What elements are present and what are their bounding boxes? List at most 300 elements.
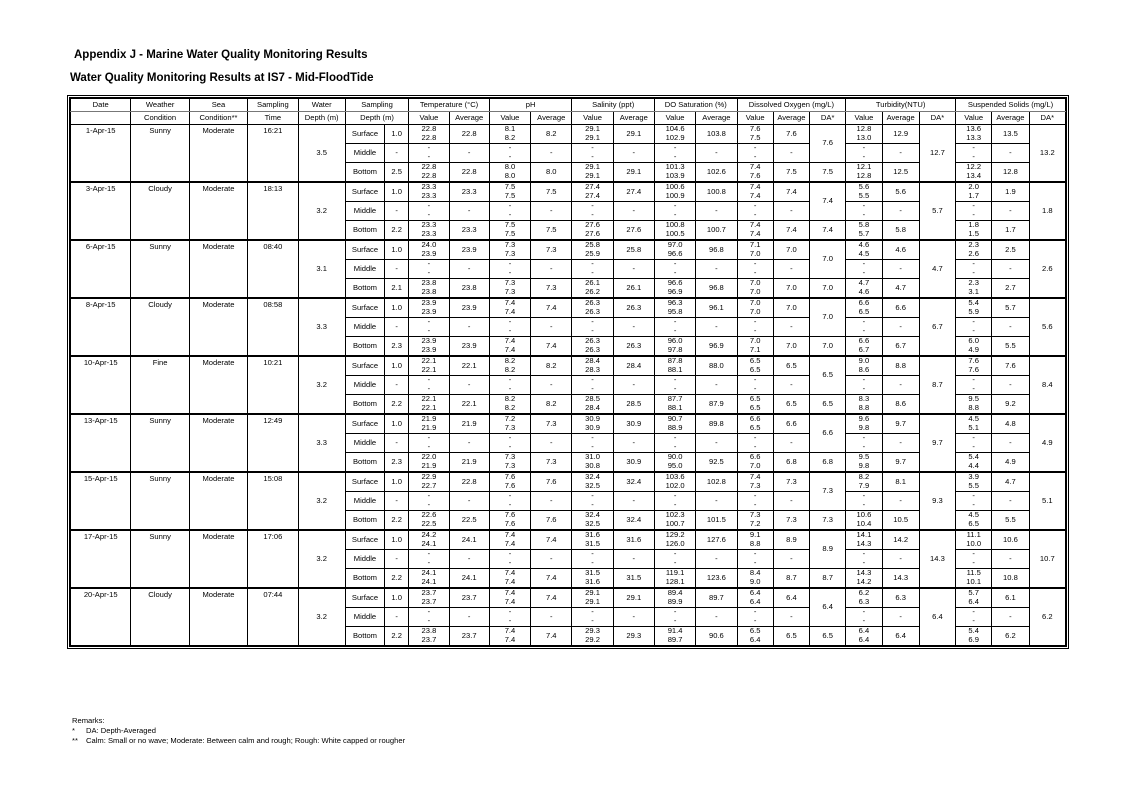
sampling-depth-cell: 2.2 [385, 510, 409, 530]
dissolved-oxygen-value-cell-reading-1: 7.1 [749, 240, 761, 250]
suspended-solids-value-cell [956, 259, 992, 278]
suspended-solids-value-cell-reading-1: 12.2 [966, 162, 982, 172]
turbidity-value-cell-reading-2: 10.4 [856, 518, 872, 528]
sampling-depth-cell: 2.2 [385, 626, 409, 645]
salinity-value-cell-reading-1: 32.4 [585, 510, 600, 520]
temperature-average-cell: 23.9 [449, 336, 489, 356]
salinity-value-cell-reading-2: 30.9 [585, 422, 600, 432]
temperature-average-cell: 21.9 [449, 414, 489, 434]
salinity-value-cell-reading-1: - [591, 433, 594, 443]
do-saturation-value-cell-reading-1: 119.1 [665, 568, 685, 578]
turbidity-value-cell-reading-1: 14.3 [856, 568, 872, 578]
turbidity-value-cell [846, 220, 882, 240]
do-saturation-value-cell-reading-2: - [673, 441, 677, 451]
suspended-solids-da-cell: 6.2 [1029, 588, 1065, 646]
do-saturation-value-cell [654, 220, 695, 240]
suspended-solids-value-cell-reading-1: - [972, 317, 975, 327]
col-water-2: Depth (m) [298, 112, 345, 125]
ph-value-cell-reading-2: 7.4 [504, 634, 516, 644]
temperature-value-cell-reading-2: - [427, 151, 431, 161]
suspended-solids-value-cell-reading-1: 7.6 [968, 356, 979, 366]
sea-condition-cell: Moderate [189, 530, 247, 588]
do-saturation-value-cell-reading-2: 102.9 [665, 132, 685, 142]
ph-value-cell-reading-1: - [508, 201, 512, 211]
temperature-value-cell-reading-1: 23.9 [421, 336, 437, 346]
suspended-solids-value-cell [956, 201, 992, 220]
dissolved-oxygen-da-cell: 6.5 [810, 394, 846, 414]
dissolved-oxygen-average-cell: 6.5 [773, 626, 809, 645]
turbidity-value-cell-reading-1: 12.1 [856, 162, 872, 172]
dissolved-oxygen-value-cell-reading-2: 6.4 [749, 634, 761, 644]
salinity-average-cell: 29.3 [613, 626, 654, 645]
salinity-value-cell [572, 356, 613, 376]
do-saturation-value-cell-reading-2: - [673, 383, 677, 393]
dissolved-oxygen-da-cell: 8.7 [810, 568, 846, 588]
dissolved-oxygen-da-cell: 7.0 [810, 278, 846, 298]
dissolved-oxygen-value-cell-reading-1: - [753, 259, 757, 269]
remark-line-1 [72, 726, 405, 736]
do-saturation-value-cell-reading-2: 100.5 [665, 228, 685, 238]
ph-value-cell-reading-1: - [508, 143, 512, 153]
salinity-average-cell: 28.4 [613, 356, 654, 376]
suspended-solids-value-cell-reading-1: 13.6 [966, 124, 982, 134]
dissolved-oxygen-da-cell: 6.5 [810, 356, 846, 394]
salinity-average-cell: - [613, 375, 654, 394]
suspended-solids-value-cell [956, 626, 992, 645]
suspended-solids-da-cell: 10.7 [1029, 530, 1065, 588]
do-saturation-value-cell [654, 588, 695, 608]
dissolved-oxygen-average-cell: 6.6 [773, 414, 809, 434]
col-dos-value: Value [654, 112, 695, 125]
do-saturation-value-cell-reading-2: 102.0 [665, 480, 685, 490]
turbidity-average-cell: 10.5 [882, 510, 919, 530]
temperature-value-cell [409, 182, 449, 202]
suspended-solids-value-cell-reading-2: 10.1 [966, 576, 982, 586]
col-do-da: DA* [810, 112, 846, 125]
dissolved-oxygen-average-cell: - [773, 607, 809, 626]
dissolved-oxygen-value-cell-reading-1: - [753, 375, 757, 385]
depth-label-cell: Middle [345, 433, 384, 452]
do-saturation-value-cell-reading-2: 88.9 [667, 422, 683, 432]
dissolved-oxygen-value-cell-reading-2: - [753, 441, 757, 451]
do-saturation-value-cell [654, 240, 695, 260]
turbidity-value-cell [846, 240, 882, 260]
salinity-value-cell-reading-2: 28.4 [585, 402, 600, 412]
salinity-average-cell: - [613, 259, 654, 278]
temperature-value-cell [409, 491, 449, 510]
salinity-average-cell: 28.5 [613, 394, 654, 414]
dissolved-oxygen-value-cell-reading-2: 7.2 [749, 518, 761, 528]
suspended-solids-value-cell-reading-1: 9.5 [968, 394, 979, 404]
depth-label-cell: Middle [345, 375, 384, 394]
dissolved-oxygen-value-cell-reading-2: - [753, 151, 757, 161]
suspended-solids-average-cell: - [992, 607, 1029, 626]
depth-label-cell: Surface [345, 530, 384, 550]
suspended-solids-average-cell: - [992, 259, 1029, 278]
dissolved-oxygen-value-cell-reading-1: 7.0 [749, 298, 761, 308]
temperature-value-cell-reading-1: 22.8 [421, 124, 437, 134]
ph-value-cell-reading-2: - [508, 267, 512, 277]
ph-value-cell-reading-1: 7.4 [504, 530, 516, 540]
temperature-value-cell-reading-2: 23.7 [421, 596, 437, 606]
turbidity-da-cell: 6.7 [919, 298, 955, 356]
depth-label-cell: Middle [345, 549, 384, 568]
turbidity-average-cell: - [882, 317, 919, 336]
dissolved-oxygen-value-cell [737, 278, 773, 298]
weather-cell: Cloudy [131, 588, 189, 646]
salinity-average-cell: - [613, 317, 654, 336]
turbidity-value-cell [846, 375, 882, 394]
turbidity-value-cell [846, 433, 882, 452]
water-depth-cell: 3.2 [298, 472, 345, 530]
suspended-solids-value-cell [956, 143, 992, 162]
turbidity-value-cell-reading-2: 6.5 [858, 306, 870, 316]
depth-label-cell: Bottom [345, 394, 384, 414]
date-cell: 17-Apr-15 [71, 530, 131, 588]
salinity-value-cell-reading-1: 29.1 [585, 162, 600, 172]
depth-label-cell: Bottom [345, 626, 384, 645]
turbidity-value-cell [846, 414, 882, 434]
temperature-value-cell-reading-2: 24.1 [421, 576, 437, 586]
do-saturation-value-cell-reading-2: 100.7 [665, 518, 685, 528]
suspended-solids-average-cell: 5.5 [992, 510, 1029, 530]
ph-value-cell-reading-2: 7.6 [504, 480, 516, 490]
temperature-average-cell: 23.9 [449, 298, 489, 318]
ph-value-cell-reading-1: 8.0 [504, 162, 516, 172]
turbidity-value-cell-reading-2: 8.8 [858, 402, 870, 412]
dissolved-oxygen-value-cell [737, 568, 773, 588]
sampling-depth-cell: - [385, 491, 409, 510]
dissolved-oxygen-value-cell-reading-1: 7.4 [749, 162, 761, 172]
col-turbidity: Turbidity(NTU) [846, 99, 956, 112]
dissolved-oxygen-value-cell [737, 356, 773, 376]
dissolved-oxygen-average-cell: - [773, 491, 809, 510]
ph-value-cell-reading-2: 8.0 [504, 170, 516, 180]
dissolved-oxygen-average-cell: 6.5 [773, 356, 809, 376]
ph-average-cell: - [531, 607, 572, 626]
temperature-average-cell: 23.3 [449, 220, 489, 240]
suspended-solids-value-cell [956, 356, 992, 376]
turbidity-average-cell: 12.5 [882, 162, 919, 182]
salinity-value-cell-reading-1: 29.1 [585, 124, 600, 134]
temperature-value-cell [409, 607, 449, 626]
turbidity-value-cell [846, 472, 882, 492]
turbidity-value-cell-reading-2: - [862, 267, 866, 277]
suspended-solids-value-cell-reading-1: 5.4 [968, 626, 979, 636]
temperature-value-cell-reading-2: - [427, 615, 431, 625]
col-weather-1: Weather [131, 99, 189, 112]
dissolved-oxygen-average-cell: 7.0 [773, 278, 809, 298]
sampling-depth-cell: - [385, 433, 409, 452]
suspended-solids-value-cell [956, 568, 992, 588]
ph-value-cell-reading-1: - [508, 259, 512, 269]
temperature-value-cell-reading-1: 22.1 [421, 356, 437, 366]
temperature-average-cell: 22.8 [449, 162, 489, 182]
salinity-value-cell-reading-1: - [591, 549, 594, 559]
suspended-solids-value-cell-reading-1: 4.5 [968, 414, 979, 424]
table-row [71, 588, 1066, 608]
salinity-value-cell [572, 549, 613, 568]
turbidity-average-cell: - [882, 375, 919, 394]
dissolved-oxygen-da-cell: 6.5 [810, 626, 846, 645]
salinity-average-cell: 29.1 [613, 125, 654, 144]
temperature-value-cell [409, 201, 449, 220]
do-saturation-average-cell: 100.7 [696, 220, 737, 240]
suspended-solids-value-cell-reading-1: 2.0 [968, 182, 979, 192]
dissolved-oxygen-da-cell: 7.4 [810, 182, 846, 220]
turbidity-da-cell: 9.3 [919, 472, 955, 530]
ph-average-cell: - [531, 375, 572, 394]
col-sea-1: Sea [189, 99, 247, 112]
temperature-value-cell [409, 394, 449, 414]
suspended-solids-value-cell [956, 414, 992, 434]
do-saturation-average-cell: 100.8 [696, 182, 737, 202]
dissolved-oxygen-value-cell-reading-2: 8.8 [749, 538, 761, 548]
do-saturation-value-cell [654, 298, 695, 318]
suspended-solids-average-cell: - [992, 375, 1029, 394]
do-saturation-average-cell: - [696, 259, 737, 278]
turbidity-average-cell: - [882, 607, 919, 626]
turbidity-value-cell-reading-2: 14.3 [856, 538, 872, 548]
dissolved-oxygen-value-cell-reading-2: 6.5 [749, 364, 761, 374]
weather-cell: Fine [131, 356, 189, 414]
turbidity-value-cell-reading-2: 12.8 [856, 170, 872, 180]
suspended-solids-average-cell: 6.2 [992, 626, 1029, 645]
salinity-average-cell: - [613, 491, 654, 510]
do-saturation-average-cell: 102.8 [696, 472, 737, 492]
turbidity-value-cell-reading-1: - [862, 375, 866, 385]
results-table-frame [67, 95, 1069, 649]
ph-value-cell-reading-2: - [508, 383, 512, 393]
sampling-depth-cell: 1.0 [385, 588, 409, 608]
depth-label-cell: Surface [345, 414, 384, 434]
salinity-average-cell: 30.9 [613, 452, 654, 472]
suspended-solids-value-cell [956, 607, 992, 626]
date-cell: 15-Apr-15 [71, 472, 131, 530]
col-turb-value: Value [846, 112, 882, 125]
do-saturation-value-cell-reading-2: 126.0 [665, 538, 685, 548]
do-saturation-value-cell-reading-1: 96.0 [667, 336, 683, 346]
salinity-value-cell-reading-2: 26.3 [585, 306, 600, 316]
salinity-value-cell [572, 626, 613, 645]
suspended-solids-average-cell: 1.7 [992, 220, 1029, 240]
suspended-solids-value-cell-reading-2: - [972, 267, 975, 277]
turbidity-value-cell-reading-2: 9.8 [858, 422, 870, 432]
suspended-solids-average-cell: 4.8 [992, 414, 1029, 434]
do-saturation-average-cell: 92.5 [696, 452, 737, 472]
turbidity-value-cell-reading-2: - [862, 557, 866, 567]
ph-average-cell: 7.5 [531, 220, 572, 240]
sea-condition-cell: Moderate [189, 472, 247, 530]
temperature-value-cell [409, 588, 449, 608]
temperature-average-cell: 23.9 [449, 240, 489, 260]
salinity-value-cell [572, 317, 613, 336]
turbidity-average-cell: 6.6 [882, 298, 919, 318]
suspended-solids-value-cell-reading-1: - [972, 433, 975, 443]
sampling-depth-cell: 1.0 [385, 125, 409, 144]
ph-value-cell [489, 356, 530, 376]
temperature-value-cell-reading-1: - [427, 201, 431, 211]
turbidity-value-cell-reading-1: 9.6 [858, 414, 870, 424]
turbidity-value-cell-reading-2: - [862, 151, 866, 161]
depth-label-cell: Middle [345, 201, 384, 220]
turbidity-value-cell [846, 530, 882, 550]
sampling-depth-cell: 2.1 [385, 278, 409, 298]
temperature-average-cell: 22.5 [449, 510, 489, 530]
depth-label-cell: Middle [345, 317, 384, 336]
dissolved-oxygen-value-cell-reading-1: 6.5 [749, 626, 761, 636]
dissolved-oxygen-value-cell-reading-2: 7.0 [749, 286, 761, 296]
dissolved-oxygen-value-cell [737, 240, 773, 260]
salinity-average-cell: 29.1 [613, 162, 654, 182]
salinity-value-cell-reading-2: 26.2 [585, 286, 600, 296]
temperature-value-cell-reading-1: 22.0 [421, 452, 437, 462]
dissolved-oxygen-value-cell-reading-1: - [753, 491, 757, 501]
weather-cell: Sunny [131, 472, 189, 530]
ph-value-cell-reading-2: 7.5 [504, 190, 516, 200]
salinity-value-cell-reading-2: 29.2 [585, 634, 600, 644]
do-saturation-value-cell [654, 259, 695, 278]
salinity-value-cell [572, 375, 613, 394]
ph-average-cell: - [531, 433, 572, 452]
ph-value-cell [489, 491, 530, 510]
suspended-solids-value-cell [956, 162, 992, 182]
turbidity-value-cell [846, 125, 882, 144]
sampling-depth-cell: - [385, 607, 409, 626]
temperature-value-cell-reading-2: - [427, 209, 431, 219]
turbidity-value-cell-reading-2: 5.7 [858, 228, 870, 238]
dissolved-oxygen-da-cell: 6.4 [810, 588, 846, 626]
date-cell: 13-Apr-15 [71, 414, 131, 472]
sampling-depth-cell: 1.0 [385, 298, 409, 318]
temperature-value-cell-reading-2: - [427, 557, 431, 567]
temperature-value-cell-reading-1: - [427, 375, 431, 385]
dissolved-oxygen-value-cell-reading-2: 9.0 [749, 576, 761, 586]
ph-value-cell-reading-2: 7.4 [504, 596, 516, 606]
ph-average-cell: - [531, 201, 572, 220]
salinity-value-cell [572, 143, 613, 162]
water-depth-cell: 3.1 [298, 240, 345, 298]
dissolved-oxygen-value-cell-reading-2: - [753, 499, 757, 509]
col-weather-2: Condition [131, 112, 189, 125]
temperature-average-cell: - [449, 433, 489, 452]
do-saturation-value-cell-reading-2: 89.9 [667, 596, 683, 606]
temperature-value-cell [409, 530, 449, 550]
suspended-solids-value-cell-reading-2: 1.7 [968, 190, 979, 200]
dissolved-oxygen-value-cell-reading-1: 7.4 [749, 182, 761, 192]
temperature-value-cell-reading-1: 22.8 [421, 162, 437, 172]
sampling-time-cell: 08:58 [248, 298, 298, 356]
do-saturation-value-cell [654, 375, 695, 394]
ph-value-cell-reading-1: 7.6 [504, 472, 516, 482]
table-row [71, 240, 1066, 260]
suspended-solids-value-cell-reading-2: 5.5 [968, 480, 979, 490]
suspended-solids-value-cell [956, 125, 992, 144]
temperature-value-cell [409, 375, 449, 394]
turbidity-average-cell: 8.1 [882, 472, 919, 492]
turbidity-value-cell [846, 568, 882, 588]
turbidity-da-cell: 6.4 [919, 588, 955, 646]
do-saturation-value-cell-reading-1: - [673, 201, 677, 211]
dissolved-oxygen-da-cell: 7.0 [810, 336, 846, 356]
ph-value-cell-reading-1: - [508, 491, 512, 501]
date-cell: 1-Apr-15 [71, 125, 131, 182]
do-saturation-value-cell-reading-1: - [673, 317, 677, 327]
salinity-value-cell-reading-1: 29.1 [585, 588, 600, 598]
sampling-depth-cell: 2.5 [385, 162, 409, 182]
temperature-average-cell: 23.8 [449, 278, 489, 298]
dissolved-oxygen-value-cell-reading-2: - [753, 267, 757, 277]
do-saturation-value-cell-reading-1: 129.2 [665, 530, 685, 540]
salinity-value-cell-reading-1: 26.1 [585, 278, 600, 288]
ph-value-cell [489, 414, 530, 434]
temperature-value-cell-reading-2: - [427, 499, 431, 509]
ph-average-cell: 7.4 [531, 588, 572, 608]
suspended-solids-average-cell: - [992, 433, 1029, 452]
col-suspended-solids: Suspended Solids (mg/L) [956, 99, 1066, 112]
dissolved-oxygen-average-cell: 7.0 [773, 336, 809, 356]
temperature-value-cell-reading-2: 23.9 [421, 248, 437, 258]
do-saturation-value-cell [654, 356, 695, 376]
turbidity-value-cell-reading-1: 9.5 [858, 452, 870, 462]
col-sampling-1: Sampling [345, 99, 408, 112]
temperature-value-cell-reading-2: 23.7 [421, 634, 437, 644]
suspended-solids-value-cell-reading-2: - [972, 615, 975, 625]
suspended-solids-average-cell: 4.9 [992, 452, 1029, 472]
results-table-body [71, 125, 1066, 646]
temperature-average-cell: 24.1 [449, 568, 489, 588]
ph-average-cell: 7.6 [531, 510, 572, 530]
do-saturation-value-cell-reading-1: 97.0 [667, 240, 683, 250]
do-saturation-value-cell-reading-1: - [673, 375, 677, 385]
col-sampling-2: Depth (m) [345, 112, 408, 125]
water-depth-cell: 3.2 [298, 356, 345, 414]
temperature-average-cell: 22.1 [449, 356, 489, 376]
do-saturation-value-cell-reading-1: 100.6 [665, 182, 685, 192]
suspended-solids-da-cell: 8.4 [1029, 356, 1065, 414]
temperature-value-cell-reading-1: 23.7 [421, 588, 437, 598]
suspended-solids-value-cell-reading-1: - [972, 549, 975, 559]
date-cell: 10-Apr-15 [71, 356, 131, 414]
suspended-solids-value-cell [956, 336, 992, 356]
turbidity-value-cell-reading-1: - [862, 143, 866, 153]
dissolved-oxygen-value-cell-reading-2: 7.0 [749, 460, 761, 470]
suspended-solids-value-cell-reading-1: - [972, 375, 975, 385]
ph-value-cell-reading-1: 8.1 [504, 124, 516, 134]
do-saturation-average-cell: 89.8 [696, 414, 737, 434]
do-saturation-value-cell [654, 433, 695, 452]
suspended-solids-value-cell-reading-2: - [972, 557, 975, 567]
suspended-solids-value-cell [956, 549, 992, 568]
suspended-solids-value-cell-reading-2: - [972, 209, 975, 219]
ph-value-cell [489, 568, 530, 588]
ph-average-cell: 7.6 [531, 472, 572, 492]
do-saturation-value-cell-reading-2: - [673, 267, 677, 277]
dissolved-oxygen-value-cell-reading-1: 7.4 [749, 472, 761, 482]
turbidity-value-cell-reading-2: 6.7 [858, 344, 870, 354]
temperature-average-cell: - [449, 259, 489, 278]
sampling-depth-cell: - [385, 375, 409, 394]
temperature-value-cell-reading-1: - [427, 143, 431, 153]
ph-average-cell: - [531, 259, 572, 278]
dissolved-oxygen-value-cell-reading-1: 7.0 [749, 336, 761, 346]
do-saturation-value-cell [654, 162, 695, 182]
salinity-value-cell [572, 201, 613, 220]
turbidity-da-cell: 9.7 [919, 414, 955, 472]
salinity-average-cell: 27.4 [613, 182, 654, 202]
do-saturation-value-cell-reading-1: 90.0 [667, 452, 683, 462]
col-turb-da: DA* [919, 112, 955, 125]
